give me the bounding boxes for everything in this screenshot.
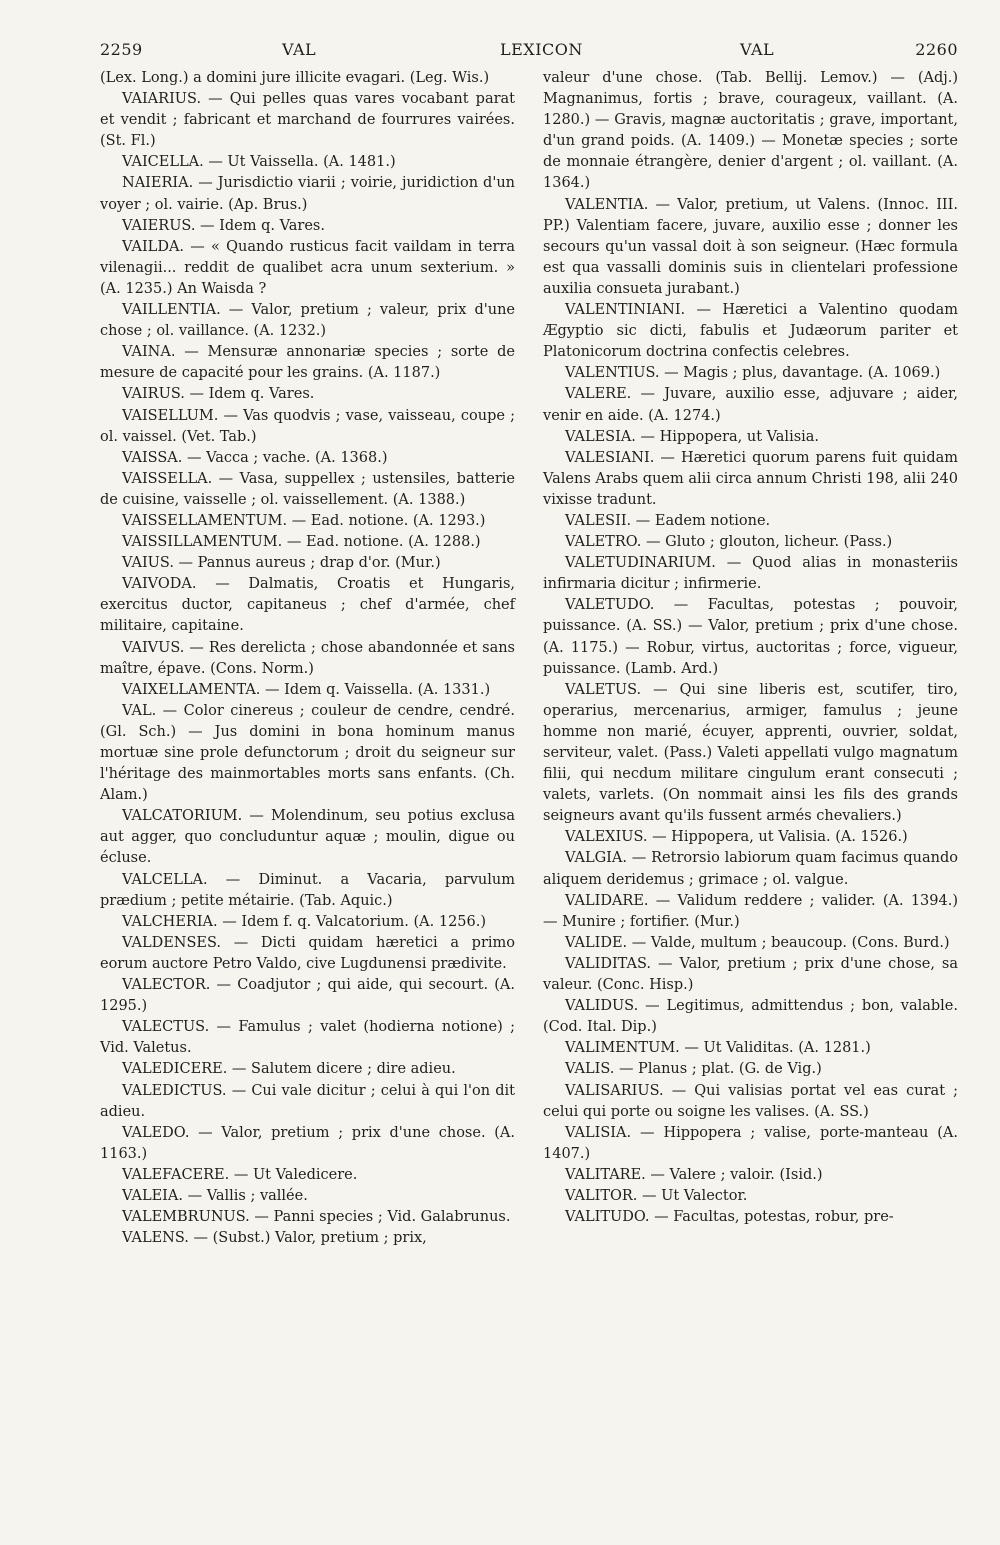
dictionary-entry: VALISIA. — Hippopera ; valise, porte-manteau (A. 1407.)	[543, 1124, 958, 1162]
dictionary-entry: VAIRUS. — Idem q. Vares.	[122, 386, 315, 403]
dictionary-entry: VAILDA. — « Quando rusticus facit vaildam in terra vilenagii... reddit de qualibet acra unum sexterium. » (A. 1235.) An Waisda ?	[100, 238, 515, 297]
dictionary-entry: VALESIA. — Hippopera, ut Valisia.	[565, 428, 820, 445]
dictionary-entry: VALIDARE. — Validum reddere ; valider. (A. 1394.) — Munire ; fortifier. (Mur.)	[543, 892, 958, 930]
dictionary-entry: VALENS. — (Subst.) Valor, pretium ; prix,	[122, 1230, 427, 1247]
dictionary-entry: VALITARE. — Valere ; valoir. (Isid.)	[565, 1166, 823, 1183]
dictionary-entry: VAINA. — Mensuræ annonariæ species ; sorte de mesure de capacité pour les grains. (A. 1187.)	[100, 344, 515, 382]
dictionary-entry: VALETUS. — Qui sine liberis est, scutifer, tiro, operarius, mercenarius, armiger, famulus ; jeune homme non marié, écuyer, apprenti, ouvrier, soldat, serviteur, valet. (Pass.) Valeti appellati vulgo magnatum filii, qui necdum militare cingulum erant consecuti ; valets, varlets. (On nommait ainsi les fils des grands seigneurs avant qu'ils fussent armés chevaliers.)	[543, 681, 958, 825]
dictionary-entry: VALETUDINARIUM. — Quod alias in monasteriis infirmaria dicitur ; infirmerie.	[543, 555, 958, 593]
dictionary-entry: VAICELLA. — Ut Vaissella. (A. 1481.)	[122, 154, 396, 171]
right-column	[543, 68, 958, 1249]
dictionary-entry: VALIDITAS. — Valor, pretium ; prix d'une chose, sa valeur. (Conc. Hisp.)	[543, 955, 958, 994]
dictionary-entry: VAL. — Color cinereus ; couleur de cendre, cendré. (Gl. Sch.) — Jus domini in bona hominum manus mortuæ sine prole defunctorum ; droit du seigneur sur l'héritage des mainmortables morts sans enfants. (Ch. Alam.)	[100, 702, 515, 804]
dictionary-entry: VALEDICTUS. — Cui vale dicitur ; celui à qui l'on dit adieu.	[100, 1082, 515, 1120]
dictionary-entry: VAISELLUM. — Vas quodvis ; vase, vaisseau, coupe ; ol. vaissel. (Vet. Tab.)	[100, 407, 515, 445]
dictionary-entry: VALECTUS. — Famulus ; valet (hodierna notione) ; Vid. Valetus.	[100, 1019, 515, 1057]
right-guide-word: VAL	[740, 40, 775, 59]
text-columns	[100, 68, 958, 1249]
dictionary-entry: VALESII. — Eadem notione.	[565, 512, 771, 529]
dictionary-entry: VAIUS. — Pannus aureus ; drap d'or. (Mur.)	[122, 555, 441, 572]
dictionary-entry: VALITUDO. — Facultas, potestas, robur, pre-	[565, 1209, 894, 1226]
center-title: LEXICON	[500, 40, 583, 59]
dictionary-entry: VALCELLA. — Diminut. a Vacaria, parvulum prædium ; petite métairie. (Tab. Aquic.)	[100, 871, 515, 909]
dictionary-entry: VAIARIUS. — Qui pelles quas vares vocabant parat et vendit ; fabricant et marchand de fourrures vairées. (St. Fl.)	[100, 91, 515, 150]
dictionary-entry: VAIXELLAMENTA. — Idem q. Vaissella. (A. 1331.)	[122, 681, 491, 698]
dictionary-entry: VAISSELLAMENTUM. — Ead. notione. (A. 1293.)	[122, 512, 486, 529]
dictionary-entry: VALECTOR. — Coadjutor ; qui aide, qui secourt. (A. 1295.)	[100, 977, 515, 1015]
left-page-number: 2259	[100, 40, 143, 59]
dictionary-entry: VALETUDO. — Facultas, potestas ; pouvoir, puissance. (A. SS.) — Valor, pretium ; prix d'une chose. (A. 1175.) — Robur, virtus, auctoritas ; force, vigueur, puissance. (Lamb. Ard.)	[543, 597, 958, 677]
left-column	[100, 68, 515, 1249]
dictionary-entry: VAILLENTIA. — Valor, pretium ; valeur, prix d'une chose ; ol. vaillance. (A. 1232.)	[100, 302, 515, 340]
left-guide-word: VAL	[282, 40, 317, 59]
dictionary-entry: VALIS. — Planus ; plat. (G. de Vig.)	[565, 1061, 822, 1078]
dictionary-entry: VALENTINIANI. — Hæretici a Valentino quodam Ægyptio sic dicti, fabulis et Judæorum pariter et Platonicorum doctrina confectis celebres.	[543, 302, 958, 361]
right-page-number: 2260	[915, 40, 958, 59]
dictionary-entry: VAISSA. — Vacca ; vache. (A. 1368.)	[122, 449, 388, 466]
dictionary-entry: VAISSELLA. — Vasa, suppellex ; ustensiles, batterie de cuisine, vaisselle ; ol. vaissellement. (A. 1388.)	[100, 470, 515, 508]
dictionary-entry: VALETRO. — Gluto ; glouton, licheur. (Pass.)	[565, 534, 893, 551]
dictionary-entry: VALEXIUS. — Hippopera, ut Valisia. (A. 1526.)	[565, 829, 908, 846]
dictionary-entry: VALEFACERE. — Ut Valedicere.	[122, 1166, 358, 1183]
dictionary-entry: VALITOR. — Ut Valector.	[565, 1187, 748, 1204]
dictionary-entry: VALEMBRUNUS. — Panni species ; Vid. Galabrunus.	[122, 1209, 511, 1226]
dictionary-entry: VALIMENTUM. — Ut Validitas. (A. 1281.)	[565, 1040, 871, 1057]
dictionary-entry: VALCHERIA. — Idem f. q. Valcatorium. (A. 1256.)	[122, 913, 487, 930]
dictionary-entry: VAIVODA. — Dalmatis, Croatis et Hungaris, exercitus ductor, capitaneus ; chef d'armée, chef militaire, capitaine.	[100, 576, 515, 635]
dictionary-entry: (Lex. Long.) a domini jure illicite evagari. (Leg. Wis.)	[100, 70, 490, 86]
dictionary-entry: valeur d'une chose. (Tab. Bellij. Lemov.) — (Adj.) Magnanimus, fortis ; brave, courageux, vaillant. (A. 1280.) — Gravis, magnæ auctoritatis ; grave, important, d'un grand poids. (A. 1409.) — Monetæ species ; sorte de monnaie étrangère, denier d'argent ; ol. vaillant. (A. 1364.)	[543, 70, 958, 192]
dictionary-entry: VALEDO. — Valor, pretium ; prix d'une chose. (A. 1163.)	[100, 1124, 515, 1162]
dictionary-entry: NAIERIA. — Jurisdictio viarii ; voirie, juridiction d'un voyer ; ol. vairie. (Ap. Brus.)	[100, 175, 515, 213]
dictionary-entry: VALEIA. — Vallis ; vallée.	[122, 1187, 308, 1204]
running-header	[100, 30, 958, 68]
dictionary-entry: VALGIA. — Retrorsio labiorum quam facimus quando aliquem deridemus ; grimace ; ol. valgue.	[543, 850, 958, 888]
dictionary-entry: VALESIANI. — Hæretici quorum parens fuit quidam Valens Arabs quem alii circa annum Christi 198, alii 240 vixisse tradunt.	[543, 449, 958, 508]
dictionary-entry: VALIDE. — Valde, multum ; beaucoup. (Cons. Burd.)	[565, 934, 950, 951]
dictionary-entry: VALISARIUS. — Qui valisias portat vel eas curat ; celui qui porte ou soigne les valises. (A. SS.)	[543, 1082, 958, 1120]
dictionary-entry: VAISSILLAMENTUM. — Ead. notione. (A. 1288.)	[122, 534, 481, 551]
dictionary-entry: VAIERUS. — Idem q. Vares.	[122, 217, 325, 234]
dictionary-entry: VALEDICERE. — Salutem dicere ; dire adieu.	[122, 1061, 456, 1078]
dictionary-entry: VALERE. — Juvare, auxilio esse, adjuvare ; aider, venir en aide. (A. 1274.)	[543, 386, 958, 424]
dictionary-entry: VALDENSES. — Dicti quidam hæretici a primo eorum auctore Petro Valdo, cive Lugdunensi prædivite.	[100, 934, 515, 972]
dictionary-entry: VALENTIUS. — Magis ; plus, davantage. (A. 1069.)	[565, 365, 941, 382]
dictionary-entry: VALIDUS. — Legitimus, admittendus ; bon, valable. (Cod. Ital. Dip.)	[543, 998, 958, 1036]
dictionary-entry: VALENTIA. — Valor, pretium, ut Valens. (Innoc. III. PP.) Valentiam facere, juvare, auxilio esse ; donner les secours qu'un vassal doit à son seigneur. (Hæc formula est qua vassalli dominis suis in clientelari professione auxilia consueta jurabant.)	[543, 196, 958, 297]
dictionary-entry: VAIVUS. — Res derelicta ; chose abandonnée et sans maître, épave. (Cons. Norm.)	[100, 639, 515, 677]
dictionary-entry: VALCATORIUM. — Molendinum, seu potius exclusa aut agger, quo concluduntur aquæ ; moulin, digue ou écluse.	[100, 808, 515, 867]
